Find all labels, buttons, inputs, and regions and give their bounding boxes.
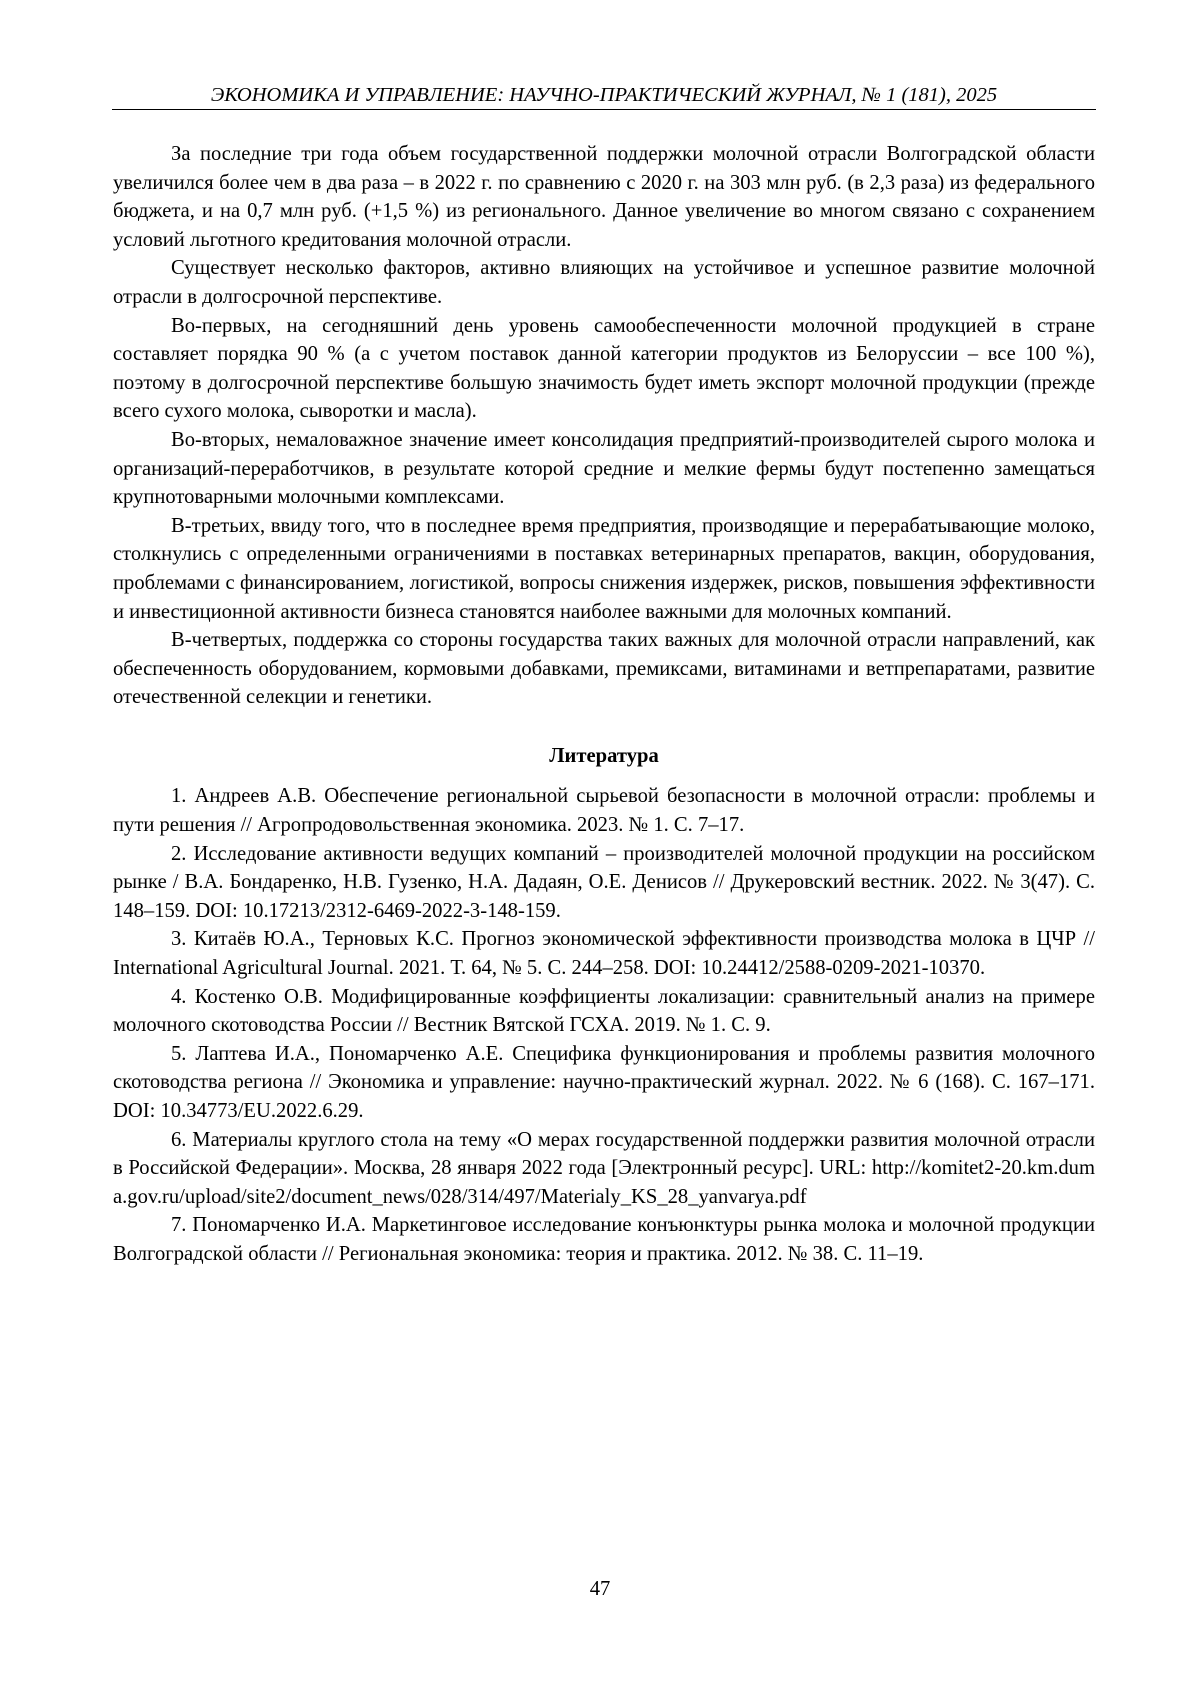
page-number: 47 <box>0 1576 1200 1602</box>
body-paragraph: В-третьих, ввиду того, что в последнее время предприятия, производящие и перерабатывающие молоко, столкнулись с определенными ограничениями в поставках ветеринарных препаратов, вакцин, оборудования, проблемами с финансированием, логистикой, вопросы снижения издержек, рисков, повышения эффективности и инвестиционной активности бизнеса становятся наиболее важными для молочных компаний. <box>113 512 1095 626</box>
reference-item: 5. Лаптева И.А., Пономарченко А.Е. Специфика функционирования и проблемы развития молочного скотоводства региона // Экономика и управление: научно-практический журнал. 2022. № 6 (168). С. 167–171. DOI: 10.34773/EU.2022.6.29. <box>113 1040 1095 1126</box>
body-paragraph: В-четвертых, поддержка со стороны государства таких важных для молочной отрасли направлений, как обеспеченность оборудованием, кормовыми добавками, премиксами, витаминами и ветпрепаратами, развитие отечественной селекции и генетики. <box>113 626 1095 712</box>
references-list <box>113 782 1095 1268</box>
reference-item: 4. Костенко О.В. Модифицированные коэффициенты локализации: сравнительный анализ на примере молочного скотоводства России // Вестник Вятской ГСХА. 2019. № 1. С. 9. <box>113 983 1095 1040</box>
reference-item: 3. Китаёв Ю.А., Терновых К.С. Прогноз экономической эффективности производства молока в ЦЧР // International Agricultural Journal. 2021. Т. 64, № 5. С. 244–258. DOI: 10.24412/2588-0209-2021-10370. <box>113 925 1095 982</box>
reference-item: 1. Андреев А.В. Обеспечение региональной сырьевой безопасности в молочной отрасли: проблемы и пути решения // Агропродовольственная экономика. 2023. № 1. С. 7–17. <box>113 782 1095 839</box>
reference-item: 7. Пономарченко И.А. Маркетинговое исследование конъюнктуры рынка молока и молочной продукции Волгоградской области // Региональная экономика: теория и практика. 2012. № 38. С. 11–19. <box>113 1211 1095 1268</box>
reference-item: 2. Исследование активности ведущих компаний – производителей молочной продукции на российском рынке / В.А. Бондаренко, Н.В. Гузенко, Н.А. Дадаян, О.Е. Денисов // Друкеровский вестник. 2022. № 3(47). С. 148–159. DOI: 10.17213/2312-6469-2022-3-148-159. <box>113 840 1095 926</box>
article-body <box>113 140 1095 1269</box>
body-paragraph: Во-первых, на сегодняшний день уровень самообеспеченности молочной продукцией в стране составляет порядка 90 % (а с учетом поставок данной категории продуктов из Белоруссии – все 100 %), поэтому в долгосрочной перспективе большую значимость будет иметь экспорт молочной продукции (прежде всего сухого молока, сыворотки и масла). <box>113 312 1095 426</box>
references-heading: Литература <box>113 742 1095 771</box>
journal-running-header: ЭКОНОМИКА И УПРАВЛЕНИЕ: НАУЧНО-ПРАКТИЧЕСКИЙ ЖУРНАЛ, № 1 (181), 2025 <box>112 82 1096 110</box>
body-paragraph: Существует несколько факторов, активно влияющих на устойчивое и успешное развитие молочной отрасли в долгосрочной перспективе. <box>113 254 1095 311</box>
body-paragraph: Во-вторых, немаловажное значение имеет консолидация предприятий-производителей сырого молока и организаций-переработчиков, в результате которой средние и мелкие фермы будут постепенно замещаться крупнотоварными молочными комплексами. <box>113 426 1095 512</box>
reference-item: 6. Материалы круглого стола на тему «О мерах государственной поддержки развития молочной отрасли в Российской Федерации». Москва, 28 января 2022 года [Электронный ресурс]. URL: http://komitet2-20.km.duma.gov.ru/upload/site2/document_news/028/314/497/Materialy_KS_28_yanvarya.pdf <box>113 1126 1095 1212</box>
body-paragraph: За последние три года объем государственной поддержки молочной отрасли Волгоградской области увеличился более чем в два раза – в 2022 г. по сравнению с 2020 г. на 303 млн руб. (в 2,3 раза) из федерального бюджета, и на 0,7 млн руб. (+1,5 %) из регионального. Данное увеличение во многом связано с сохранением условий льготного кредитования молочной отрасли. <box>113 140 1095 254</box>
